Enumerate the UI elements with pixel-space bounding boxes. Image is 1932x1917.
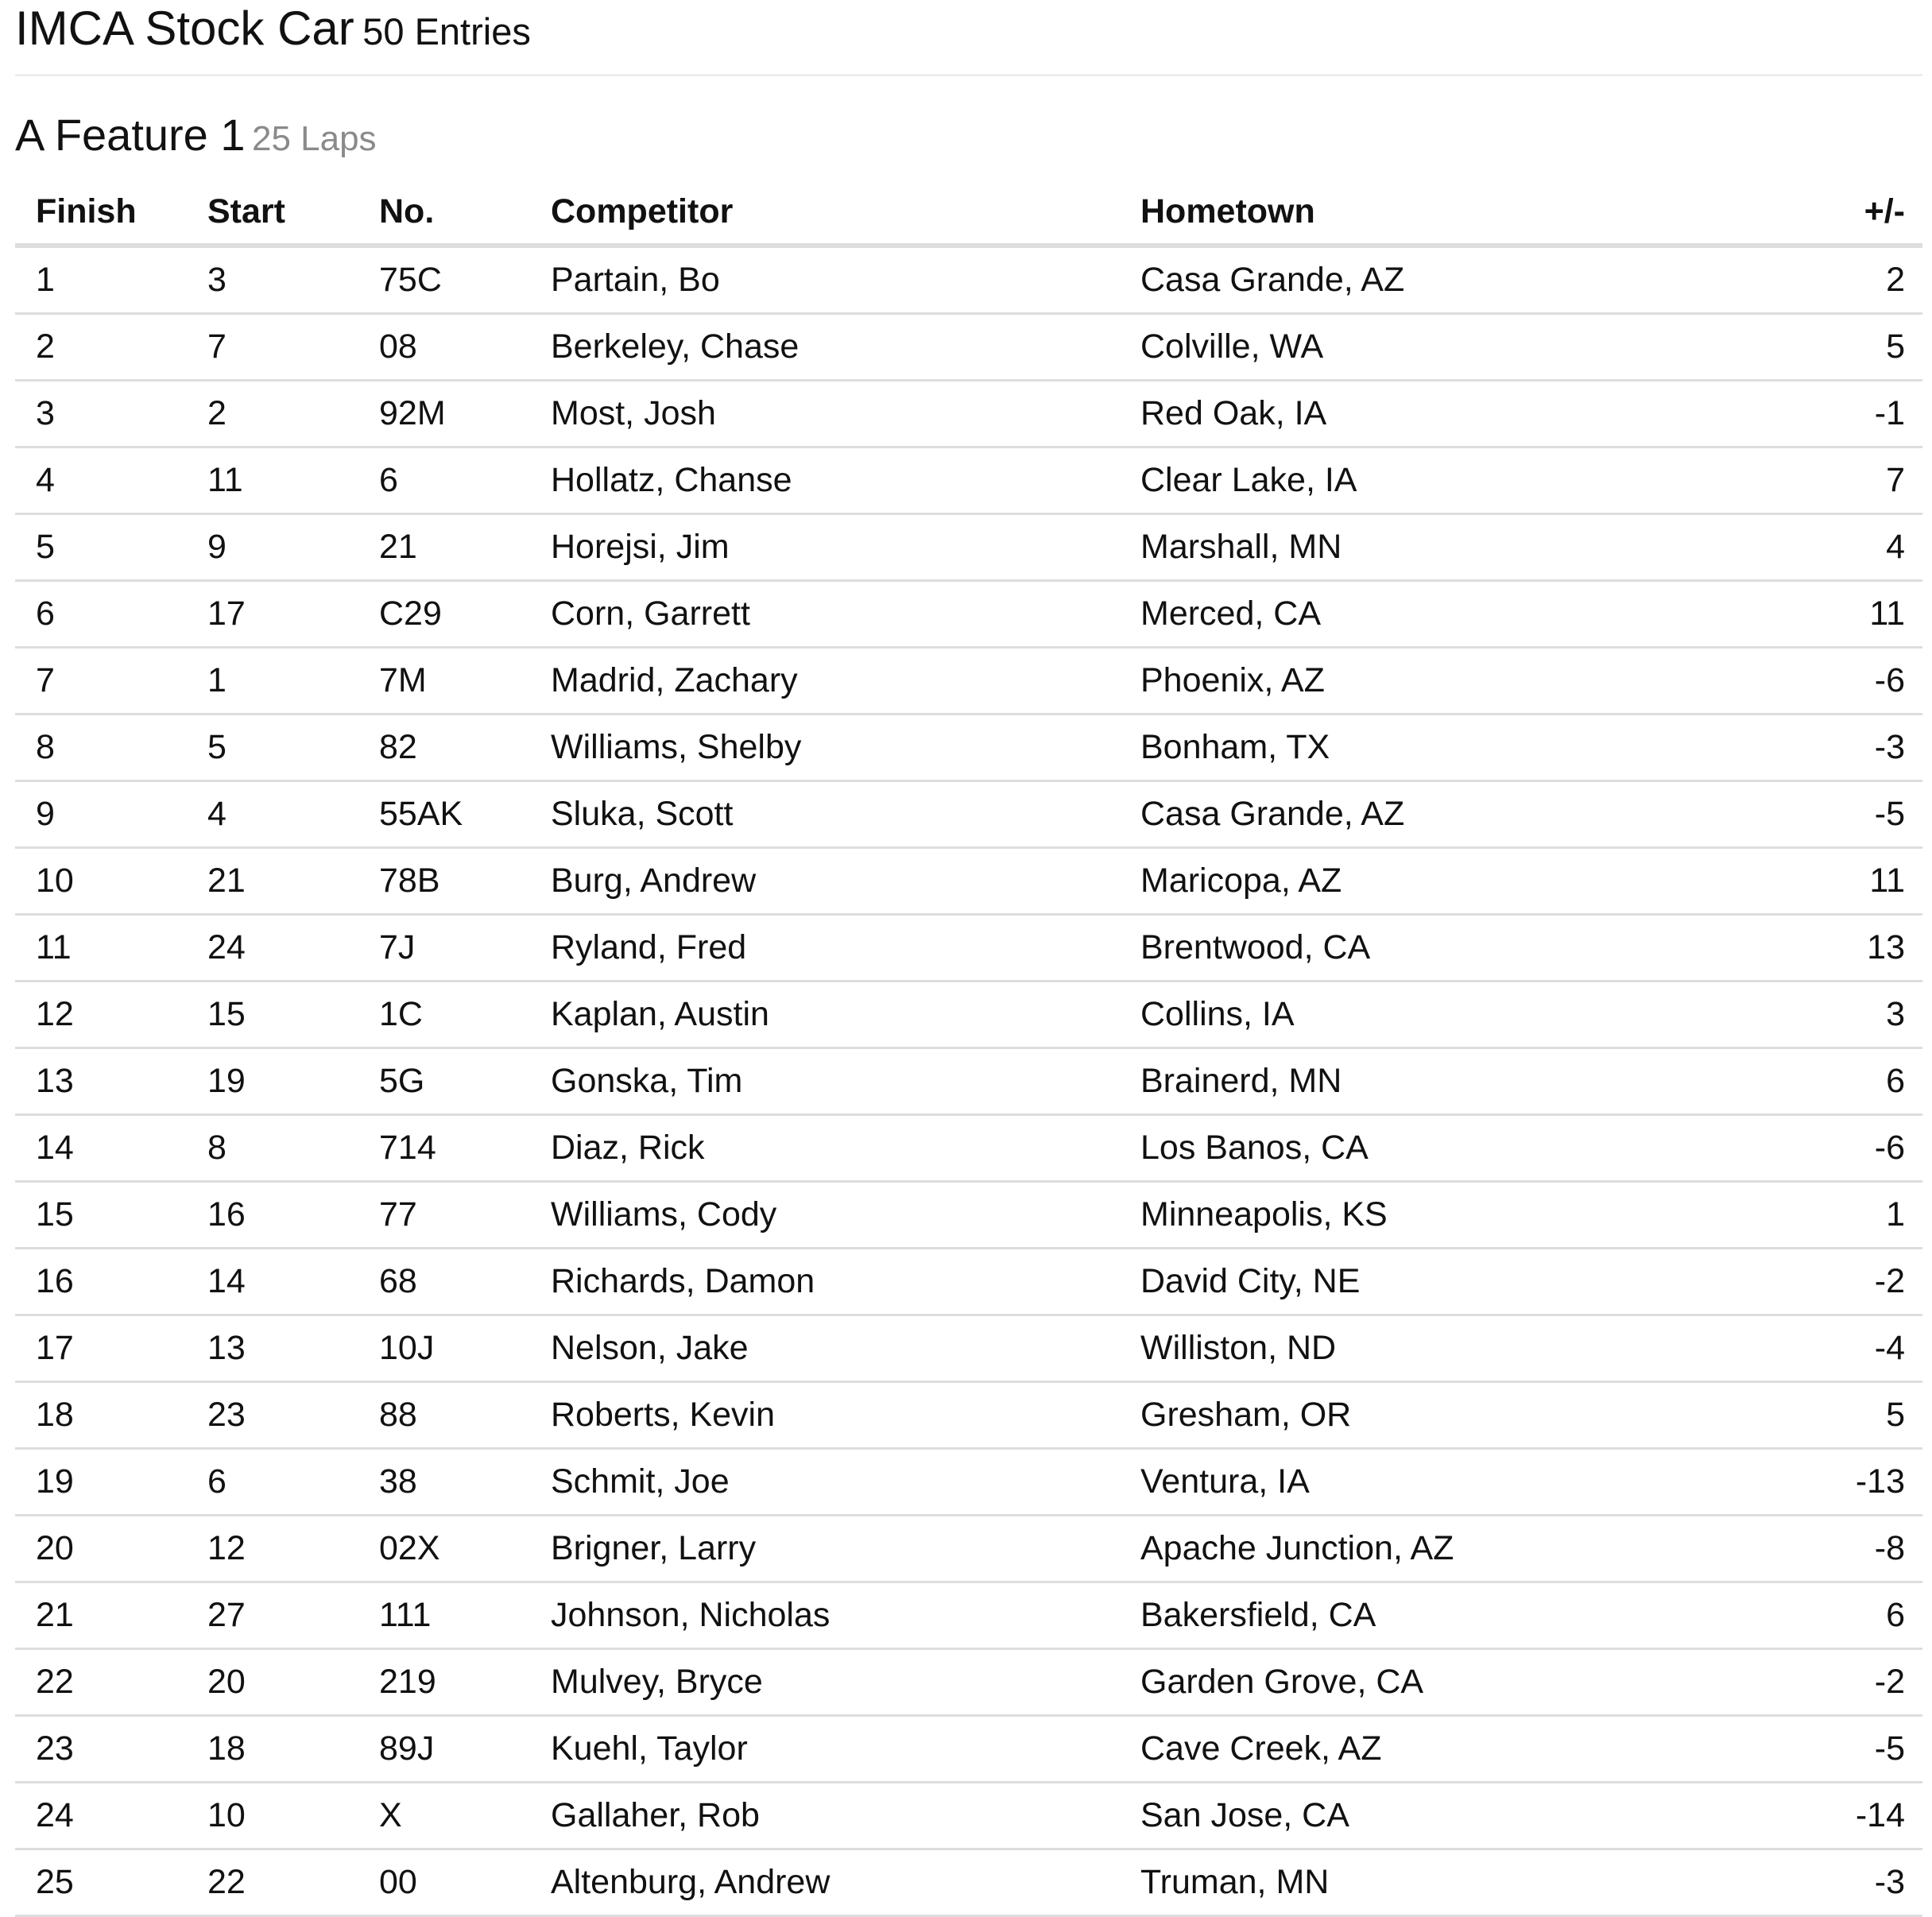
hometown-cell: Garden Grove, CA	[1120, 1649, 1700, 1716]
car-number-cell: 78B	[358, 848, 530, 915]
car-number-cell: 08	[358, 314, 530, 381]
start-cell: 24	[187, 915, 358, 982]
table-row	[15, 715, 1922, 781]
start-cell: 1	[187, 648, 358, 715]
start-cell: 13	[187, 1315, 358, 1382]
car-number-cell: 219	[358, 1649, 530, 1716]
car-number-cell: 6	[358, 447, 530, 514]
position-change-cell: -1	[1700, 381, 1922, 447]
hometown-cell: Marshall, MN	[1120, 514, 1700, 581]
table-row	[15, 1516, 1922, 1582]
car-number-cell: C29	[358, 581, 530, 648]
competitor-cell: Mulvey, Bryce	[530, 1649, 1120, 1716]
start-cell: 4	[187, 781, 358, 848]
start-cell: 7	[187, 314, 358, 381]
position-change-cell: 3	[1700, 982, 1922, 1048]
car-number-cell: 7J	[358, 915, 530, 982]
finish-cell: 17	[15, 1315, 187, 1382]
finish-cell: 7	[15, 648, 187, 715]
hometown-cell: Casa Grande, AZ	[1120, 246, 1700, 314]
competitor-cell: Hollatz, Chanse	[530, 447, 1120, 514]
hometown-cell: Cave Creek, AZ	[1120, 1716, 1700, 1783]
position-change-cell: -2	[1700, 1649, 1922, 1716]
hometown-cell: Merced, CA	[1120, 581, 1700, 648]
start-cell: 11	[187, 447, 358, 514]
position-change-cell: 11	[1700, 581, 1922, 648]
car-number-cell: 92M	[358, 381, 530, 447]
finish-cell: 14	[15, 1115, 187, 1182]
hometown-cell: Brentwood, CA	[1120, 915, 1700, 982]
position-change-cell: 11	[1700, 848, 1922, 915]
table-row	[15, 1048, 1922, 1115]
table-row	[15, 314, 1922, 381]
finish-cell: 12	[15, 982, 187, 1048]
position-change-cell: 5	[1700, 1382, 1922, 1449]
start-cell: 21	[187, 848, 358, 915]
position-change-cell: -14	[1700, 1783, 1922, 1849]
finish-cell: 18	[15, 1382, 187, 1449]
car-number-cell: 10J	[358, 1315, 530, 1382]
competitor-cell: Gallaher, Rob	[530, 1783, 1120, 1849]
finish-cell: 10	[15, 848, 187, 915]
hometown-cell: Maricopa, AZ	[1120, 848, 1700, 915]
table-row	[15, 447, 1922, 514]
finish-cell: 5	[15, 514, 187, 581]
competitor-cell: Ryland, Fred	[530, 915, 1120, 982]
competitor-cell: Nelson, Jake	[530, 1315, 1120, 1382]
table-row	[15, 1182, 1922, 1249]
table-row	[15, 1783, 1922, 1849]
finish-cell: 20	[15, 1516, 187, 1582]
hometown-cell: Gresham, OR	[1120, 1382, 1700, 1449]
competitor-cell: Berkeley, Chase	[530, 314, 1120, 381]
table-row	[15, 781, 1922, 848]
car-number-cell: 7M	[358, 648, 530, 715]
position-change-cell: 6	[1700, 1048, 1922, 1115]
hometown-cell: Phoenix, AZ	[1120, 648, 1700, 715]
hometown-cell: Collins, IA	[1120, 982, 1700, 1048]
results-table-header	[15, 180, 1922, 246]
car-number-cell: 77	[358, 1182, 530, 1249]
car-number-cell: 55AK	[358, 781, 530, 848]
competitor-cell: Madrid, Zachary	[530, 648, 1120, 715]
event-title: A Feature 1	[15, 110, 246, 160]
position-change-cell: 6	[1700, 1582, 1922, 1649]
hometown-cell: Apache Junction, AZ	[1120, 1516, 1700, 1582]
hometown-cell: Williston, ND	[1120, 1315, 1700, 1382]
hometown-cell: Ventura, IA	[1120, 1449, 1700, 1516]
table-row	[15, 381, 1922, 447]
table-row	[15, 915, 1922, 982]
competitor-cell: Kuehl, Taylor	[530, 1716, 1120, 1783]
start-cell: 17	[187, 581, 358, 648]
finish-cell: 23	[15, 1716, 187, 1783]
finish-cell: 6	[15, 581, 187, 648]
competitor-cell: Schmit, Joe	[530, 1449, 1120, 1516]
table-row	[15, 648, 1922, 715]
table-row	[15, 982, 1922, 1048]
finish-cell: 4	[15, 447, 187, 514]
start-cell: 19	[187, 1048, 358, 1115]
class-title: IMCA Stock Car	[15, 2, 354, 55]
competitor-cell: Roberts, Kevin	[530, 1382, 1120, 1449]
start-cell: 20	[187, 1649, 358, 1716]
hometown-cell: Casa Grande, AZ	[1120, 781, 1700, 848]
car-number-cell: 714	[358, 1115, 530, 1182]
start-cell: 14	[187, 1249, 358, 1315]
class-header	[15, 0, 1922, 76]
table-row	[15, 581, 1922, 648]
table-row	[15, 1849, 1922, 1916]
car-number-cell: 02X	[358, 1516, 530, 1582]
finish-column-header[interactable]: Finish	[15, 180, 187, 246]
car-number-cell: 75C	[358, 246, 530, 314]
position-change-cell: -6	[1700, 648, 1922, 715]
hometown-cell: Red Oak, IA	[1120, 381, 1700, 447]
start-cell: 16	[187, 1182, 358, 1249]
table-row	[15, 1382, 1922, 1449]
competitor-cell: Williams, Cody	[530, 1182, 1120, 1249]
finish-cell: 16	[15, 1249, 187, 1315]
start-cell: 5	[187, 715, 358, 781]
finish-cell: 25	[15, 1849, 187, 1916]
car-number-cell: 88	[358, 1382, 530, 1449]
finish-cell: 3	[15, 381, 187, 447]
start-cell: 18	[187, 1716, 358, 1783]
position-change-column-header[interactable]: +/-	[1700, 180, 1922, 246]
table-row	[15, 246, 1922, 314]
hometown-cell: David City, NE	[1120, 1249, 1700, 1315]
start-cell: 12	[187, 1516, 358, 1582]
position-change-cell: 5	[1700, 314, 1922, 381]
start-cell: 8	[187, 1115, 358, 1182]
table-row	[15, 1582, 1922, 1649]
hometown-cell: Bakersfield, CA	[1120, 1582, 1700, 1649]
competitor-cell: Gonska, Tim	[530, 1048, 1120, 1115]
competitor-column-header[interactable]: Competitor	[530, 180, 1120, 246]
start-column-header[interactable]: Start	[187, 180, 358, 246]
event-laps: 25 Laps	[251, 119, 377, 158]
hometown-column-header[interactable]: Hometown	[1120, 180, 1700, 246]
competitor-cell: Diaz, Rick	[530, 1115, 1120, 1182]
finish-cell: 1	[15, 246, 187, 314]
finish-cell: 9	[15, 781, 187, 848]
start-cell: 6	[187, 1449, 358, 1516]
finish-cell: 24	[15, 1783, 187, 1849]
car-number-cell: 5G	[358, 1048, 530, 1115]
table-row	[15, 1249, 1922, 1315]
hometown-cell: Clear Lake, IA	[1120, 447, 1700, 514]
results-table-body	[15, 246, 1922, 1916]
competitor-cell: Williams, Shelby	[530, 715, 1120, 781]
start-cell: 22	[187, 1849, 358, 1916]
table-row	[15, 1115, 1922, 1182]
table-row	[15, 514, 1922, 581]
car-number-cell: 68	[358, 1249, 530, 1315]
car-number-cell: 82	[358, 715, 530, 781]
position-change-cell: -4	[1700, 1315, 1922, 1382]
finish-cell: 2	[15, 314, 187, 381]
position-change-cell: -13	[1700, 1449, 1922, 1516]
start-cell: 10	[187, 1783, 358, 1849]
position-change-cell: -3	[1700, 1849, 1922, 1916]
table-row	[15, 1449, 1922, 1516]
table-row	[15, 848, 1922, 915]
table-row	[15, 1716, 1922, 1783]
start-cell: 23	[187, 1382, 358, 1449]
finish-cell: 22	[15, 1649, 187, 1716]
start-cell: 3	[187, 246, 358, 314]
position-change-cell: 4	[1700, 514, 1922, 581]
competitor-cell: Sluka, Scott	[530, 781, 1120, 848]
finish-cell: 21	[15, 1582, 187, 1649]
car-number-cell: 111	[358, 1582, 530, 1649]
start-cell: 15	[187, 982, 358, 1048]
finish-cell: 13	[15, 1048, 187, 1115]
position-change-cell: 13	[1700, 915, 1922, 982]
start-cell: 2	[187, 381, 358, 447]
position-change-cell: -2	[1700, 1249, 1922, 1315]
position-change-cell: 2	[1700, 246, 1922, 314]
car-number-cell: 21	[358, 514, 530, 581]
hometown-cell: Los Banos, CA	[1120, 1115, 1700, 1182]
class-entries-count: 50 Entries	[362, 10, 531, 52]
hometown-cell: Truman, MN	[1120, 1849, 1700, 1916]
table-row	[15, 1315, 1922, 1382]
finish-cell: 11	[15, 915, 187, 982]
number-column-header[interactable]: No.	[358, 180, 530, 246]
competitor-cell: Richards, Damon	[530, 1249, 1120, 1315]
competitor-cell: Horejsi, Jim	[530, 514, 1120, 581]
competitor-cell: Altenburg, Andrew	[530, 1849, 1120, 1916]
car-number-cell: 00	[358, 1849, 530, 1916]
position-change-cell: -5	[1700, 1716, 1922, 1783]
start-cell: 27	[187, 1582, 358, 1649]
position-change-cell: 1	[1700, 1182, 1922, 1249]
start-cell: 9	[187, 514, 358, 581]
finish-cell: 8	[15, 715, 187, 781]
header-row	[15, 180, 1922, 246]
hometown-cell: Colville, WA	[1120, 314, 1700, 381]
results-table	[15, 180, 1922, 1917]
table-row	[15, 1649, 1922, 1716]
position-change-cell: -3	[1700, 715, 1922, 781]
competitor-cell: Burg, Andrew	[530, 848, 1120, 915]
finish-cell: 15	[15, 1182, 187, 1249]
competitor-cell: Kaplan, Austin	[530, 982, 1120, 1048]
position-change-cell: -6	[1700, 1115, 1922, 1182]
hometown-cell: San Jose, CA	[1120, 1783, 1700, 1849]
hometown-cell: Minneapolis, KS	[1120, 1182, 1700, 1249]
hometown-cell: Bonham, TX	[1120, 715, 1700, 781]
results-page	[15, 0, 1922, 1917]
car-number-cell: 38	[358, 1449, 530, 1516]
car-number-cell: 1C	[358, 982, 530, 1048]
position-change-cell: 7	[1700, 447, 1922, 514]
competitor-cell: Most, Josh	[530, 381, 1120, 447]
hometown-cell: Brainerd, MN	[1120, 1048, 1700, 1115]
competitor-cell: Corn, Garrett	[530, 581, 1120, 648]
car-number-cell: 89J	[358, 1716, 530, 1783]
competitor-cell: Partain, Bo	[530, 246, 1120, 314]
competitor-cell: Johnson, Nicholas	[530, 1582, 1120, 1649]
finish-cell: 19	[15, 1449, 187, 1516]
car-number-cell: X	[358, 1783, 530, 1849]
position-change-cell: -5	[1700, 781, 1922, 848]
event-header	[15, 110, 1922, 164]
position-change-cell: -8	[1700, 1516, 1922, 1582]
competitor-cell: Brigner, Larry	[530, 1516, 1120, 1582]
